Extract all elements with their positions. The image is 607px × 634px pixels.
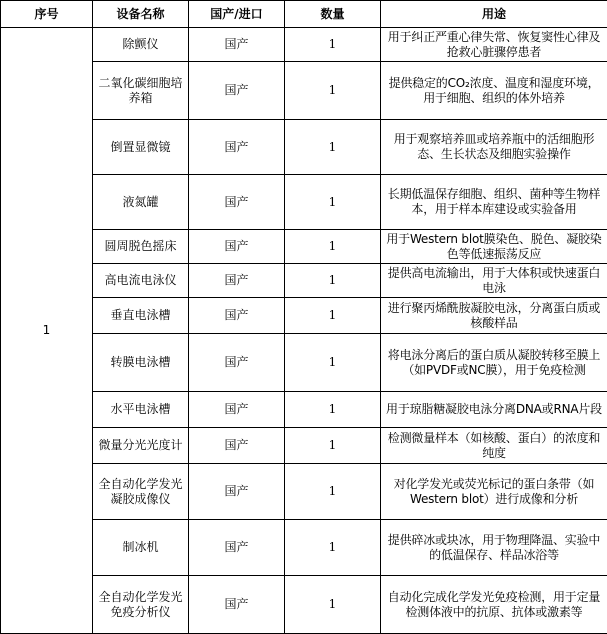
device-origin: 国产: [189, 428, 285, 464]
device-quantity: 1: [285, 298, 381, 334]
device-usage: 将电泳分离后的蛋白质从凝胶转移至膜上（如PVDF或NC膜），用于免疫检测: [381, 334, 607, 392]
device-usage: 提供碎冰或块冰，用于物理降温、实验中的低温保存、样品冰浴等: [381, 520, 607, 576]
table-row: [1, 28, 607, 62]
header-seq: 序号: [1, 1, 93, 28]
device-quantity: 1: [285, 392, 381, 428]
device-name: 转膜电泳槽: [93, 334, 189, 392]
device-usage: 用于Western blot膜染色、脱色、凝胶染色等低速振荡反应: [381, 230, 607, 264]
device-quantity: 1: [285, 264, 381, 298]
header-quantity: 数量: [285, 1, 381, 28]
device-quantity: 1: [285, 230, 381, 264]
device-usage: 提供高电流输出，用于大体积或快速蛋白电泳: [381, 264, 607, 298]
device-quantity: 1: [285, 520, 381, 576]
device-origin: 国产: [189, 464, 285, 520]
device-quantity: 1: [285, 464, 381, 520]
header-row: [1, 1, 607, 28]
device-quantity: 1: [285, 576, 381, 634]
device-quantity: 1: [285, 62, 381, 120]
device-name: 高电流电泳仪: [93, 264, 189, 298]
device-origin: 国产: [189, 520, 285, 576]
device-usage: 检测微量样本（如核酸、蛋白）的浓度和纯度: [381, 428, 607, 464]
device-origin: 国产: [189, 120, 285, 175]
device-name: 全自动化学发光凝胶成像仪: [93, 464, 189, 520]
device-origin: 国产: [189, 62, 285, 120]
device-quantity: 1: [285, 334, 381, 392]
device-name: 圆周脱色摇床: [93, 230, 189, 264]
device-origin: 国产: [189, 392, 285, 428]
device-name: 二氧化碳细胞培养箱: [93, 62, 189, 120]
device-name: 水平电泳槽: [93, 392, 189, 428]
group-seq-cell: 1: [1, 28, 93, 634]
device-usage: 自动化完成化学发光免疫检测，用于定量检测体液中的抗原、抗体或激素等: [381, 576, 607, 634]
device-name: 除颤仪: [93, 28, 189, 62]
header-name: 设备名称: [93, 1, 189, 28]
device-name: 倒置显微镜: [93, 120, 189, 175]
device-origin: 国产: [189, 28, 285, 62]
device-origin: 国产: [189, 175, 285, 230]
device-name: 液氮罐: [93, 175, 189, 230]
device-usage: 用于琼脂糖凝胶电泳分离DNA或RNA片段: [381, 392, 607, 428]
device-usage: 长期低温保存细胞、组织、菌种等生物样本，用于样本库建设或实验备用: [381, 175, 607, 230]
device-name: 微量分光光度计: [93, 428, 189, 464]
device-origin: 国产: [189, 230, 285, 264]
device-quantity: 1: [285, 28, 381, 62]
device-origin: 国产: [189, 298, 285, 334]
device-usage: 进行聚丙烯酰胺凝胶电泳，分离蛋白质或核酸样品: [381, 298, 607, 334]
device-name: 全自动化学发光免疫分析仪: [93, 576, 189, 634]
device-usage: 用于纠正严重心律失常、恢复窦性心律及抢救心脏骤停患者: [381, 28, 607, 62]
device-quantity: 1: [285, 428, 381, 464]
device-quantity: 1: [285, 120, 381, 175]
device-origin: 国产: [189, 576, 285, 634]
device-usage: 用于观察培养皿或培养瓶中的活细胞形态、生长状态及细胞实验操作: [381, 120, 607, 175]
device-origin: 国产: [189, 264, 285, 298]
device-name: 制冰机: [93, 520, 189, 576]
device-usage: 提供稳定的CO₂浓度、温度和湿度环境，用于细胞、组织的体外培养: [381, 62, 607, 120]
device-usage: 对化学发光或荧光标记的蛋白条带（如Western blot）进行成像和分析: [381, 464, 607, 520]
header-usage: 用途: [381, 1, 607, 28]
device-quantity: 1: [285, 175, 381, 230]
device-origin: 国产: [189, 334, 285, 392]
device-name: 垂直电泳槽: [93, 298, 189, 334]
header-origin: 国产/进口: [189, 1, 285, 28]
